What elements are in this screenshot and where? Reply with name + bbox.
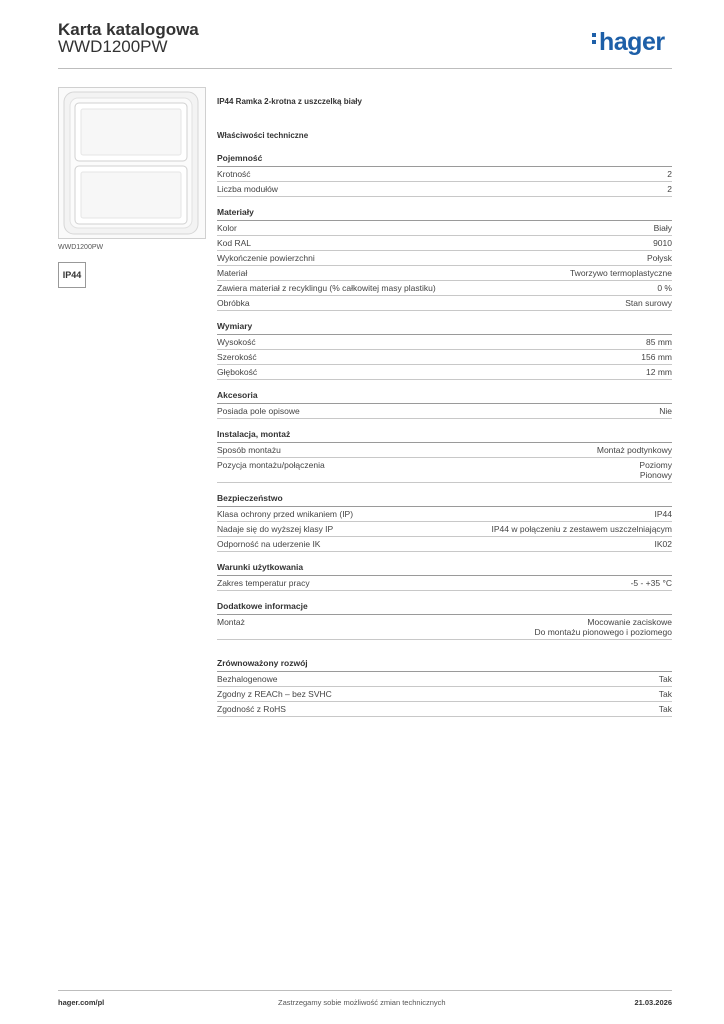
spec-value: Nie [659, 406, 672, 416]
spec-row [217, 458, 672, 483]
section-title: Pojemność [217, 153, 672, 167]
spec-row [217, 350, 672, 365]
footer-date: 21.03.2026 [634, 998, 672, 1007]
spec-row [217, 296, 672, 311]
spec-label: Zgodny z REACh – bez SVHC [217, 689, 332, 699]
spec-row [217, 672, 672, 687]
product-code: WWD1200PW [58, 37, 168, 56]
spec-value: 2 [667, 169, 672, 179]
footer-divider [58, 990, 672, 991]
logo-text: hager [599, 28, 665, 56]
spec-row [217, 365, 672, 380]
spec-value: Mocowanie zaciskowe Do montażu pionowego i poziomego [534, 617, 672, 637]
spec-row [217, 443, 672, 458]
spec-label: Klasa ochrony przed wnikaniem (IP) [217, 509, 354, 519]
spec-value: IP44 [654, 509, 672, 519]
product-image [58, 87, 206, 239]
spec-label: Zakres temperatur pracy [217, 578, 310, 588]
logo-colon-icon [592, 33, 597, 47]
spec-row [217, 615, 672, 640]
spec-row [217, 537, 672, 552]
spec-value: IP44 w połączeniu z zestawem uszczelniającym [491, 524, 672, 534]
spec-label: Krotność [217, 169, 251, 179]
spec-row [217, 702, 672, 717]
spec-section [217, 321, 672, 380]
spec-label: Kolor [217, 223, 237, 233]
spec-row [217, 522, 672, 537]
section-title: Dodatkowe informacje [217, 601, 672, 615]
header-divider [58, 68, 672, 69]
spec-row [217, 335, 672, 350]
spec-row [217, 251, 672, 266]
spec-row [217, 167, 672, 182]
spec-value: 156 mm [641, 352, 672, 362]
spec-row [217, 281, 672, 296]
spec-value: IK02 [654, 539, 672, 549]
section-title: Instalacja, montaż [217, 429, 672, 443]
spec-value: Tak [658, 689, 672, 699]
spec-label: Obróbka [217, 298, 250, 308]
spec-row [217, 236, 672, 251]
spec-label: Zawiera materiał z recyklingu (% całkowitej masy plastiku) [217, 283, 436, 293]
spec-label: Bezhalogenowe [217, 674, 278, 684]
section-title: Materiały [217, 207, 672, 221]
spec-row [217, 404, 672, 419]
spec-value: Tak [658, 674, 672, 684]
spec-row [217, 507, 672, 522]
spec-section [217, 429, 672, 483]
spec-value: 85 mm [646, 337, 672, 347]
spec-value: Montaż podtynkowy [596, 445, 672, 455]
spec-label: Głębokość [217, 367, 258, 377]
spec-row [217, 221, 672, 236]
spec-section [217, 153, 672, 197]
section-title: Wymiary [217, 321, 672, 335]
spec-value: 12 mm [646, 367, 672, 377]
spec-section [217, 601, 672, 640]
spec-value: 0 % [657, 283, 672, 293]
spec-value: -5 - +35 °C [630, 578, 672, 588]
spec-label: Liczba modułów [217, 184, 278, 194]
spec-label: Szerokość [217, 352, 257, 362]
document-title: Karta katalogowa [58, 20, 199, 39]
spec-label: Wykończenie powierzchni [217, 253, 315, 263]
spec-value: Tak [658, 704, 672, 714]
spec-label: Nadaje się do wyższej klasy IP [217, 524, 334, 534]
technical-properties-title: Właściwości techniczne [217, 131, 309, 140]
footer-website-link[interactable]: hager.com/pl [58, 998, 105, 1007]
spec-value: 2 [667, 184, 672, 194]
spec-row [217, 266, 672, 281]
spec-section [217, 493, 672, 552]
spec-label: Montaż [217, 617, 245, 627]
double-frame-icon [59, 88, 205, 238]
spec-value: Biały [653, 223, 672, 233]
spec-label: Kod RAL [217, 238, 252, 248]
image-caption: WWD1200PW [58, 244, 104, 251]
spec-row [217, 687, 672, 702]
spec-sections [217, 153, 672, 640]
section-title: Akcesoria [217, 390, 672, 404]
spec-section [217, 207, 672, 311]
hager-logo [592, 28, 665, 57]
spec-section [217, 562, 672, 591]
spec-value: Poziomy Pionowy [639, 460, 672, 480]
ip44-badge: IP44 [58, 262, 86, 288]
section-title: Warunki użytkowania [217, 562, 672, 576]
spec-row [217, 576, 672, 591]
spec-label: Materiał [217, 268, 248, 278]
spec-value: 9010 [653, 238, 672, 248]
spec-value: Stan surowy [625, 298, 672, 308]
spec-label: Odporność na uderzenie IK [217, 539, 321, 549]
spec-label: Pozycja montażu/połączenia [217, 460, 325, 470]
spec-label: Sposób montażu [217, 445, 281, 455]
spec-value: Połysk [646, 253, 672, 263]
spec-label: Posiada pole opisowe [217, 406, 300, 416]
section-title: Bezpieczeństwo [217, 493, 672, 507]
spec-section [217, 390, 672, 419]
footer-disclaimer: Zastrzegamy sobie możliwość zmian technicznych [278, 998, 446, 1007]
section-sustainability [217, 658, 672, 717]
product-name: IP44 Ramka 2-krotna z uszczelką biały [217, 97, 362, 106]
spec-label: Zgodność z RoHS [217, 704, 286, 714]
spec-label: Wysokość [217, 337, 256, 347]
spec-row [217, 182, 672, 197]
spec-value: Tworzywo termoplastyczne [569, 268, 672, 278]
section-title: Zrównoważony rozwój [217, 658, 672, 672]
spec-content [217, 97, 672, 727]
